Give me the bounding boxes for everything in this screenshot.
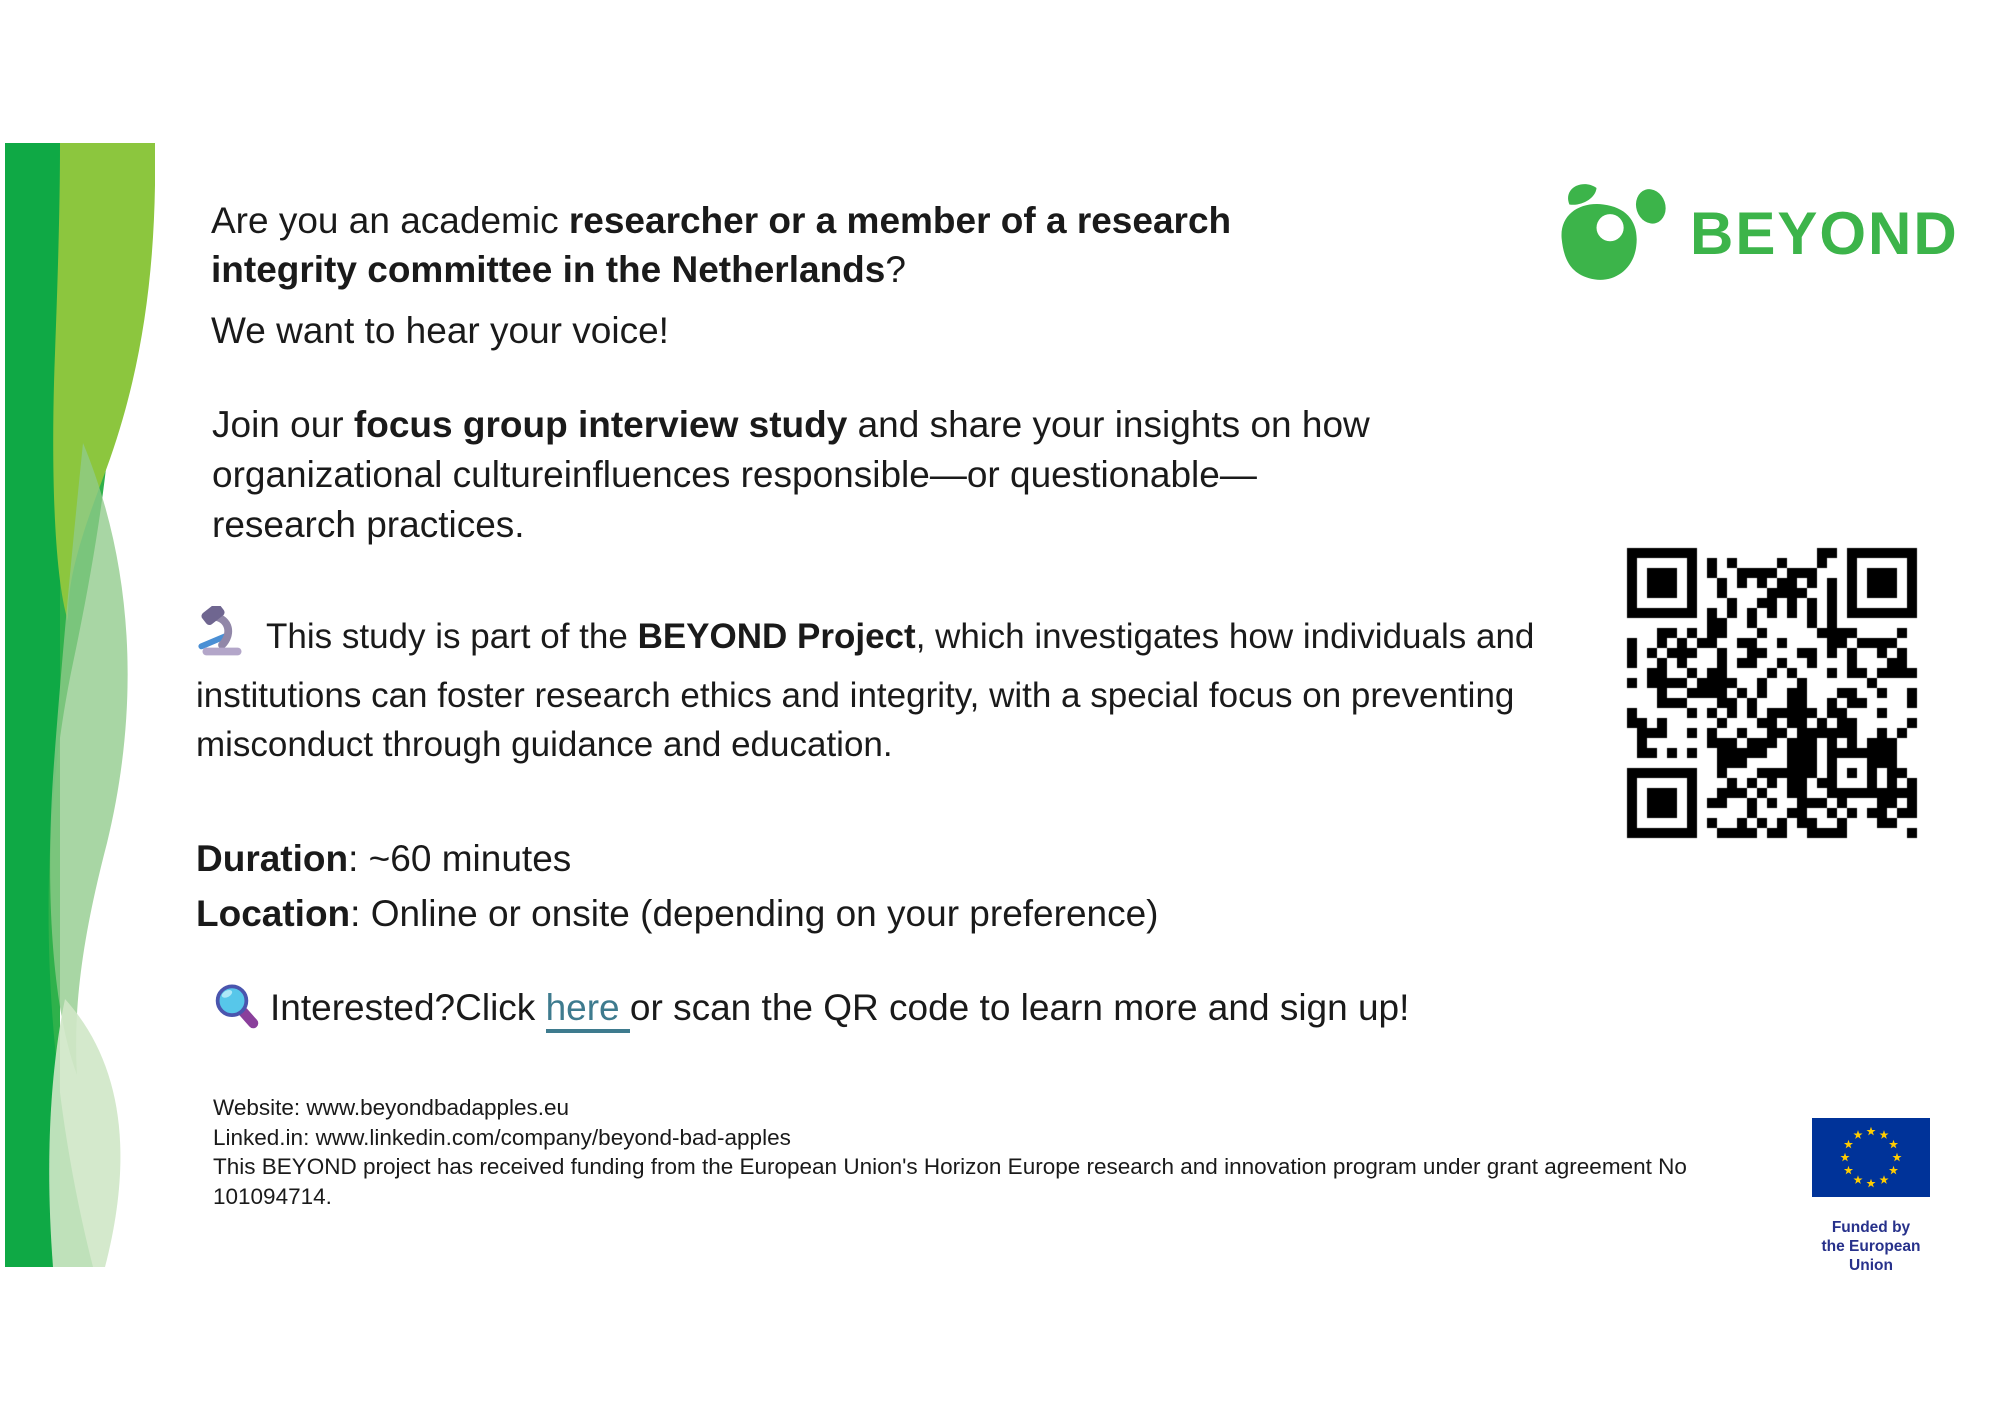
signup-here-link[interactable]: here <box>546 987 630 1033</box>
location-line: Location: Online or onsite (depending on your preference) <box>196 893 1159 934</box>
website-line: Website: www.beyondbadapples.eu <box>213 1095 570 1120</box>
intro-paragraph: Join our focus group interview study and share your insights on how organizational cultureinfluences responsible—or questionable— research practices. <box>212 404 1370 545</box>
beyond-logo-text: BEYOND <box>1690 200 1959 267</box>
beyond-apple-icon <box>1550 178 1676 290</box>
funding-line: This BEYOND project has received funding from the European Union's Horizon Europe research and innovation program under grant agreement No 101094714. <box>213 1154 1687 1209</box>
eu-flag-icon <box>1812 1118 1930 1197</box>
headline: Are you an academic researcher or a member of a research integrity committee in the Netherlands? <box>211 200 1232 290</box>
study-details <box>196 831 1159 941</box>
beyond-logo <box>1550 178 1959 290</box>
linkedin-line: Linked.in: www.linkedin.com/company/beyond-bad-apples <box>213 1124 791 1150</box>
cta-line: Interested?Click here or scan the QR code to learn more and sign up! <box>212 982 1409 1045</box>
green-wave-decoration <box>5 143 155 1267</box>
footer-block <box>213 1093 1693 1211</box>
eu-funding-text: Funded by the European Union <box>1821 1219 1921 1274</box>
headline-subtitle: We want to hear your voice! <box>211 310 669 351</box>
microscope-icon <box>196 606 248 671</box>
magnifier-icon <box>212 982 262 1045</box>
eu-funding-badge <box>1806 1118 1936 1275</box>
duration-line: Duration: ~60 minutes <box>196 838 572 879</box>
about-paragraph: This study is part of the BEYOND Project, which investigates how individuals and institutions can foster research ethics and integrity, with a special focus on preventing misconduct through guidance and education. <box>196 606 1591 769</box>
qr-code <box>1617 538 1927 848</box>
headline-block <box>211 196 1471 354</box>
